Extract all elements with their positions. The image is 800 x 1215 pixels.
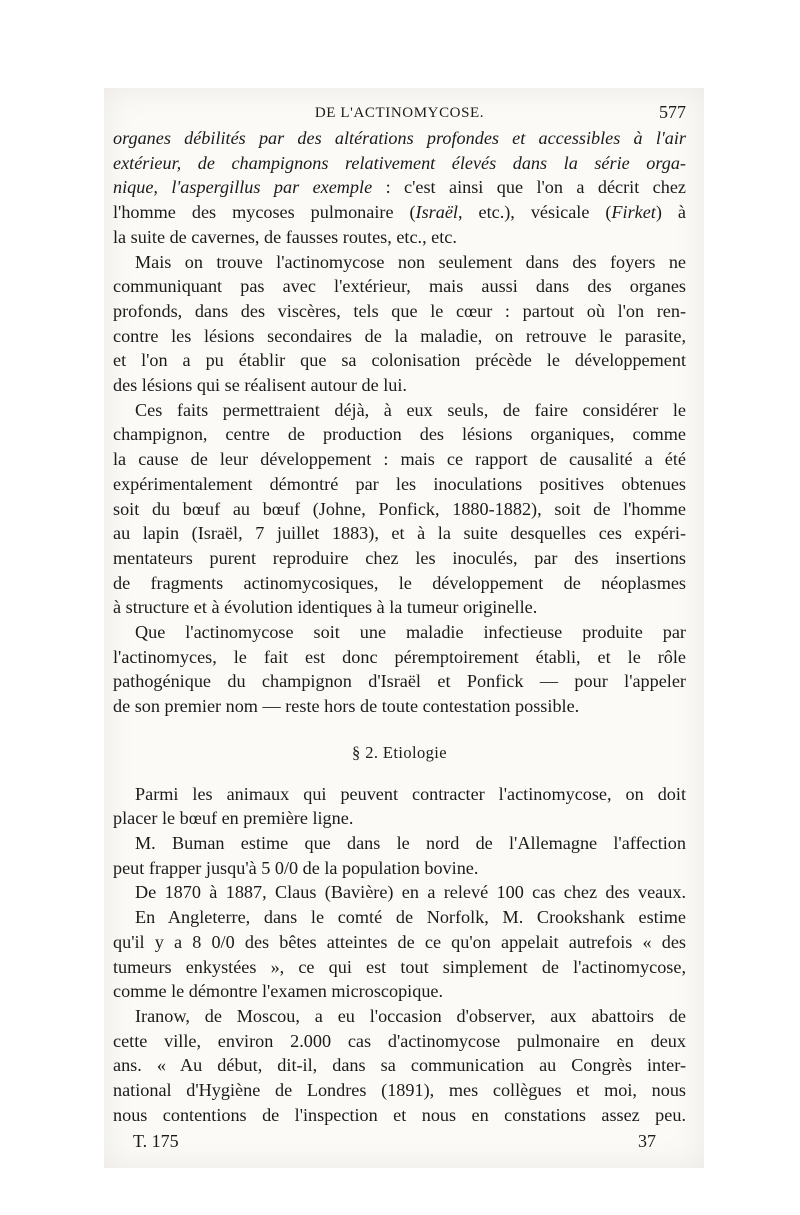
italic-text: extérieur, de champignons relativement élevés dans la série orga- — [113, 152, 686, 173]
section-heading: § 2. Etiologie — [352, 742, 447, 762]
text-line: cette ville, environ 2.000 cas d'actinomycose pulmonaire en deux — [113, 1030, 686, 1051]
page-footer — [113, 1129, 686, 1153]
paragraph-3 — [113, 398, 686, 620]
text-line: nous contentions de l'inspection et nous en constations assez peu. — [113, 1104, 686, 1125]
paragraph-4 — [113, 620, 686, 719]
text-line: au lapin (Israël, 7 juillet 1883), et à la suite desquelles ces expéri- — [113, 523, 686, 544]
text-line: et l'on a pu établir que sa colonisation précède le développement — [113, 350, 686, 371]
paragraph-8 — [113, 905, 686, 1004]
text-line: champignon, centre de production des lésions organiques, comme — [113, 424, 686, 445]
paragraph-5 — [113, 782, 686, 831]
text-line: mentateurs purent reproduire chez les inoculés, par des insertions — [113, 547, 686, 568]
text-line: contre les lésions secondaires de la maladie, on retrouve le parasite, — [113, 325, 686, 346]
text-line: la suite de cavernes, de fausses routes, etc., etc. — [113, 226, 457, 247]
page-number: 577 — [659, 102, 686, 122]
text-line: des lésions qui se réalisent autour de lui. — [113, 375, 407, 396]
text-line: ans. « Au début, dit-il, dans sa communication au Congrès inter- — [113, 1055, 686, 1076]
text-line: placer le bœuf en première ligne. — [113, 808, 354, 829]
text-line: Ces faits permettraient déjà, à eux seuls, de faire considérer le — [135, 399, 686, 420]
running-head: DE L'ACTINOMYCOSE. — [314, 105, 485, 121]
text-line: M. Buman estime que dans le nord de l'Allemagne l'affection — [135, 832, 686, 853]
paragraph-6 — [113, 831, 686, 880]
paragraph-9 — [113, 1004, 686, 1128]
page-header — [113, 100, 686, 126]
text-span: ) à — [655, 202, 686, 223]
text-line: à structure et à évolution identiques à la tumeur originelle. — [113, 597, 538, 618]
italic-text: nique, l'aspergillus par exemple — [113, 177, 373, 198]
italic-text: Israël — [415, 202, 458, 223]
sheet-number: 37 — [638, 1131, 656, 1152]
text-line — [113, 151, 686, 176]
text-line — [113, 126, 686, 151]
text-line: de son premier nom — reste hors de toute contestation possible. — [113, 696, 580, 717]
text-span: , etc.), vésicale ( — [457, 202, 612, 223]
page-content — [113, 100, 686, 1153]
text-line: Que l'actinomycose soit une maladie infectieuse produite par — [135, 622, 686, 643]
text-line: Mais on trouve l'actinomycose non seulement dans des foyers ne — [135, 251, 686, 272]
text-line: Iranow, de Moscou, a eu l'occasion d'observer, aux abattoirs de — [135, 1005, 686, 1026]
text-line: national d'Hygiène de Londres (1891), mes collègues et moi, nous — [113, 1080, 686, 1101]
text-span: : c'est ainsi que l'on a décrit chez — [372, 177, 686, 198]
text-line: peut frapper jusqu'à 5 0/0 de la population bovine. — [113, 857, 479, 878]
text-line: l'actinomyces, le fait est donc péremptoirement établi, et le rôle — [113, 646, 686, 667]
text-line — [113, 200, 686, 225]
text-line — [113, 175, 686, 200]
text-line: Parmi les animaux qui peuvent contracter l'actinomycose, on doit — [135, 783, 686, 804]
paragraph-7 — [113, 880, 686, 905]
text-line: profonds, dans des viscères, tels que le cœur : partout où l'on ren- — [113, 300, 686, 321]
text-line: pathogénique du champignon d'Israël et Ponfick — pour l'appeler — [113, 671, 686, 692]
text-line: comme le démontre l'examen microscopique. — [113, 981, 444, 1002]
paragraph-2 — [113, 250, 686, 398]
paragraph-1 — [113, 126, 686, 250]
signature-mark: T. 175 — [133, 1131, 179, 1152]
italic-text: Firket — [611, 202, 656, 223]
text-line: communiquant pas avec l'extérieur, mais aussi dans des organes — [113, 276, 686, 297]
text-line: la cause de leur développement : mais ce rapport de causalité a été — [113, 449, 686, 470]
text-line: De 1870 à 1887, Claus (Bavière) en a relevé 100 cas chez des veaux. — [135, 882, 686, 903]
text-line: tumeurs enkystées », ce qui est tout simplement de l'actinomycose, — [113, 956, 686, 977]
text-line: expérimentalement démontré par les inoculations positives obtenues — [113, 473, 686, 494]
text-line: qu'il y a 8 0/0 des bêtes atteintes de ce qu'on appelait autrefois « des — [113, 931, 686, 952]
text-span: l'homme des mycoses pulmonaire ( — [113, 202, 416, 223]
text-line: En Angleterre, dans le comté de Norfolk, M. Crookshank estime — [135, 907, 686, 928]
italic-text: organes débilités par des altérations profondes et accessibles à l'air — [113, 128, 686, 148]
text-line: de fragments actinomycosiques, le développement de néoplasmes — [113, 572, 686, 593]
text-line: soit du bœuf au bœuf (Johne, Ponfick, 1880-1882), soit de l'homme — [113, 498, 686, 519]
